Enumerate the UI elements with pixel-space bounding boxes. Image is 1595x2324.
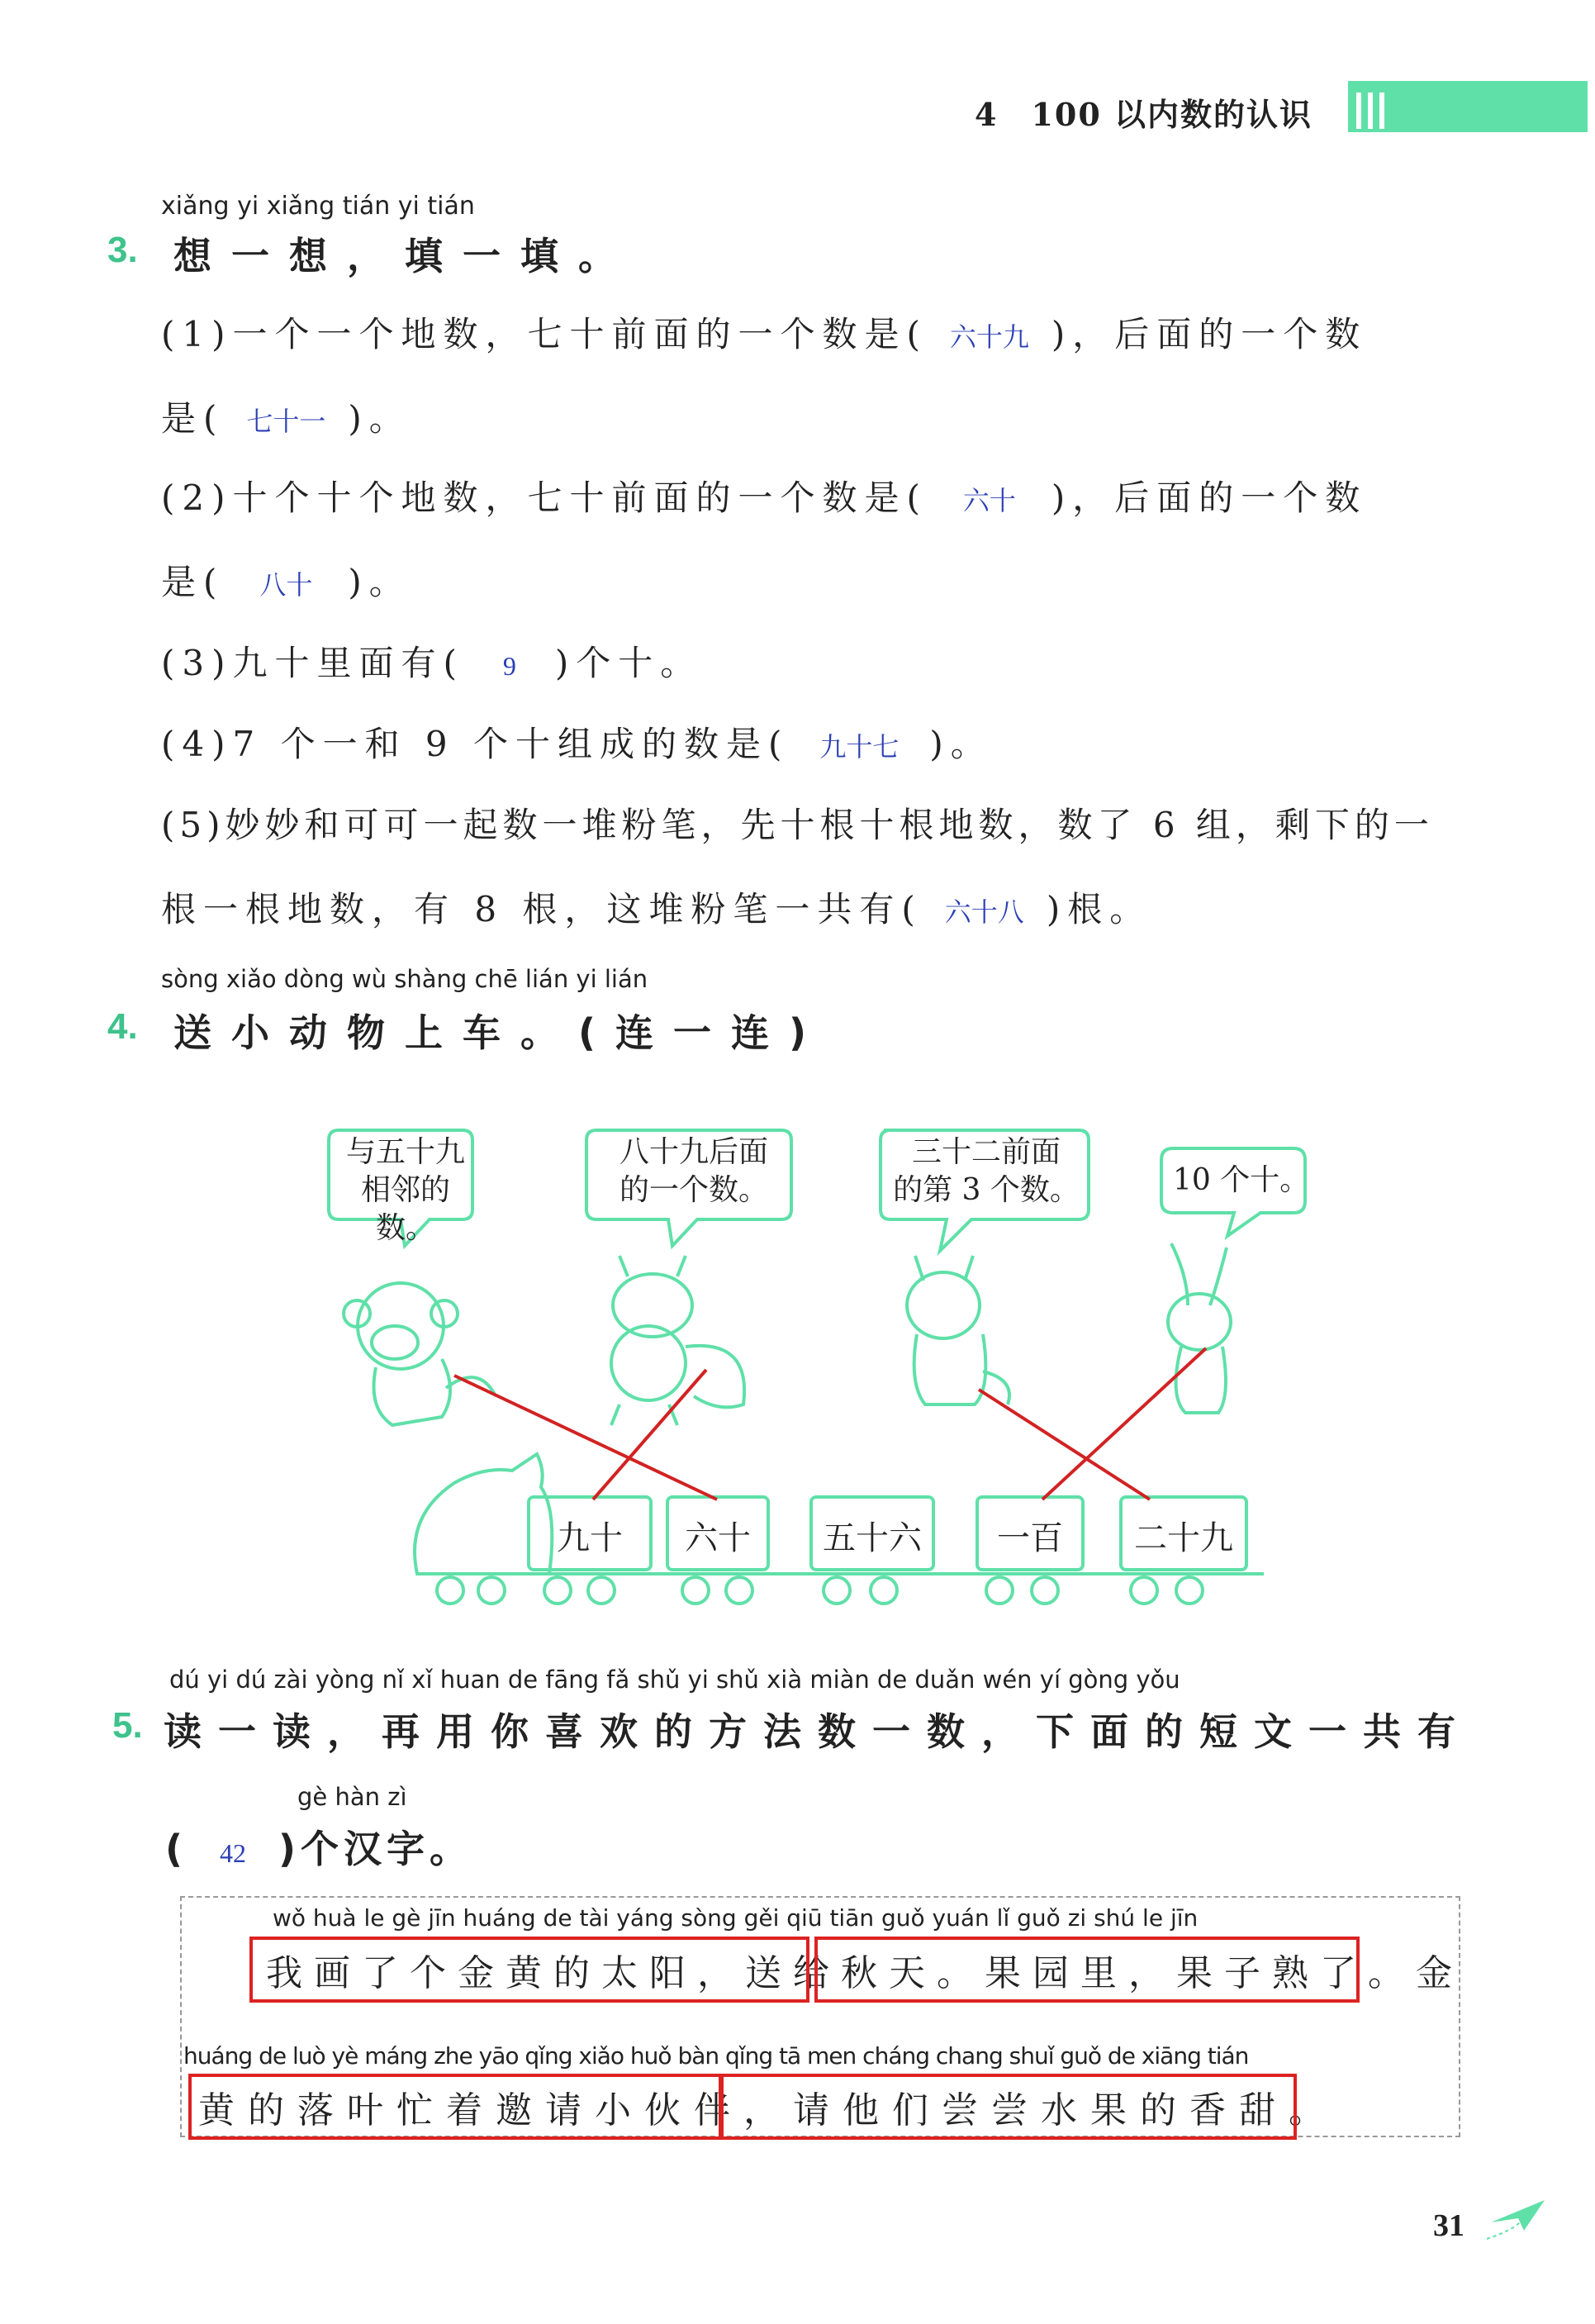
car-1-label: 九十 xyxy=(557,1519,623,1557)
bubble-3-text: 三十二前面 的第 3 个数。 xyxy=(893,1135,1080,1207)
car-5-label: 二十九 xyxy=(1134,1519,1233,1557)
monkey-drawing xyxy=(344,1283,496,1425)
q3-line-4: 是( 八十 )。 xyxy=(161,562,411,602)
page-number: 31 xyxy=(1433,2208,1464,2243)
kitten-drawing xyxy=(907,1256,1009,1404)
q4-number: 4. xyxy=(107,1006,138,1047)
story-pinyin-1: wǒ huà le gè jīn huáng de tài yáng sòng gěi qiū tiān guǒ yuán lǐ guǒ zi shú le jīn xyxy=(273,1904,1199,1932)
bubble-1-text: 与五十九 相邻的数。 xyxy=(345,1135,465,1245)
q3-number: 3. xyxy=(107,230,138,270)
q3-title: 想一想，填一填。 xyxy=(173,234,636,278)
bubble-4-text: 10 个十。 xyxy=(1173,1163,1310,1197)
train-wheels xyxy=(437,1577,1203,1604)
line-kitten-to-29 xyxy=(979,1390,1150,1499)
answer-2: 七十一 xyxy=(246,406,326,436)
red-mark-4 xyxy=(720,2074,1297,2140)
q3-pinyin: xiǎng yi xiǎng tián yi tián xyxy=(161,192,475,221)
answer-6: 九十七 xyxy=(819,732,900,762)
car-3-label: 五十六 xyxy=(823,1519,922,1557)
line-rabbit-to-100 xyxy=(1042,1348,1206,1499)
q4-title: 送小动物上车。(连一连) xyxy=(173,1010,827,1055)
answer-lines xyxy=(454,1348,1206,1499)
line-monkey-to-60 xyxy=(454,1376,717,1499)
q3-line-8: 根一根地数，有 8 根，这堆粉笔一共有( 六十八 )根。 xyxy=(161,889,1152,929)
red-mark-1 xyxy=(249,1937,809,2003)
q3-line-6: (4)7 个一和 9 个十组成的数是( 九十七 )。 xyxy=(161,724,993,764)
q3-line-3: (2)十个十个地数，七十前面的一个数是( 六十 )，后面的一个数 xyxy=(161,478,1368,518)
red-mark-2 xyxy=(814,1937,1360,2003)
story-line-2: 黄的落叶忙着邀请小伙伴，请他们尝尝水果的香甜。 xyxy=(198,2089,1338,2132)
rabbit-drawing xyxy=(1168,1243,1231,1413)
squirrel-drawing xyxy=(611,1256,744,1425)
q3-line-5: (3)九十里面有( 9 )个十。 xyxy=(161,643,703,683)
answer-5: 9 xyxy=(502,651,516,681)
car-4-label: 一百 xyxy=(997,1519,1063,1557)
answer-7: 六十八 xyxy=(944,897,1024,927)
q5-pinyin-1: dú yi dú zài yòng nǐ xǐ huan de fāng fǎ shǔ yi shǔ xià miàn de duǎn wén yí gòng yǒu xyxy=(169,1666,1180,1694)
chapter-title: 4 100 以内数的认识 xyxy=(975,96,1313,133)
paper-plane-icon xyxy=(1487,2193,1553,2243)
q3-line-1: (1)一个一个地数，七十前面的一个数是( 六十九 )，后面的一个数 xyxy=(161,314,1368,354)
q4-pinyin: sòng xiǎo dòng wù shàng chē lián yi lián xyxy=(161,965,648,993)
answer-3: 六十 xyxy=(962,486,1016,516)
answer-4: 八十 xyxy=(259,570,313,600)
story-line-1: 我画了个金黄的太阳，送给秋天。果园里，果子熟了。金 xyxy=(266,1952,1464,1994)
story-pinyin-2: huáng de luò yè máng zhe yāo qǐng xiǎo huǒ bàn qǐng tā men cháng chang shuǐ guǒ de xiāng tián xyxy=(183,2042,1249,2070)
answer-q5: 42 xyxy=(220,1838,247,1868)
answer-1: 六十九 xyxy=(949,322,1029,352)
car-2-label: 六十 xyxy=(685,1519,751,1557)
line-squirrel-to-90 xyxy=(593,1370,706,1499)
red-mark-3 xyxy=(188,2074,722,2140)
q5-pinyin-2: gè hàn zì xyxy=(297,1783,407,1811)
q5-answer-line: ( 42 )个汉字。 xyxy=(165,1827,473,1871)
q5-number: 5. xyxy=(112,1705,143,1746)
q5-title: 读一读，再用你喜欢的方法数一数，下面的短文一共有 xyxy=(164,1709,1472,1754)
bubble-2-text: 八十九后面 的一个数。 xyxy=(619,1135,768,1207)
q3-line-2: 是( 七十一 )。 xyxy=(161,398,411,439)
q3-line-7: (5)妙妙和可可一起数一堆粉笔，先十根十根地数，数了 6 组，剩下的一 xyxy=(161,805,1434,845)
